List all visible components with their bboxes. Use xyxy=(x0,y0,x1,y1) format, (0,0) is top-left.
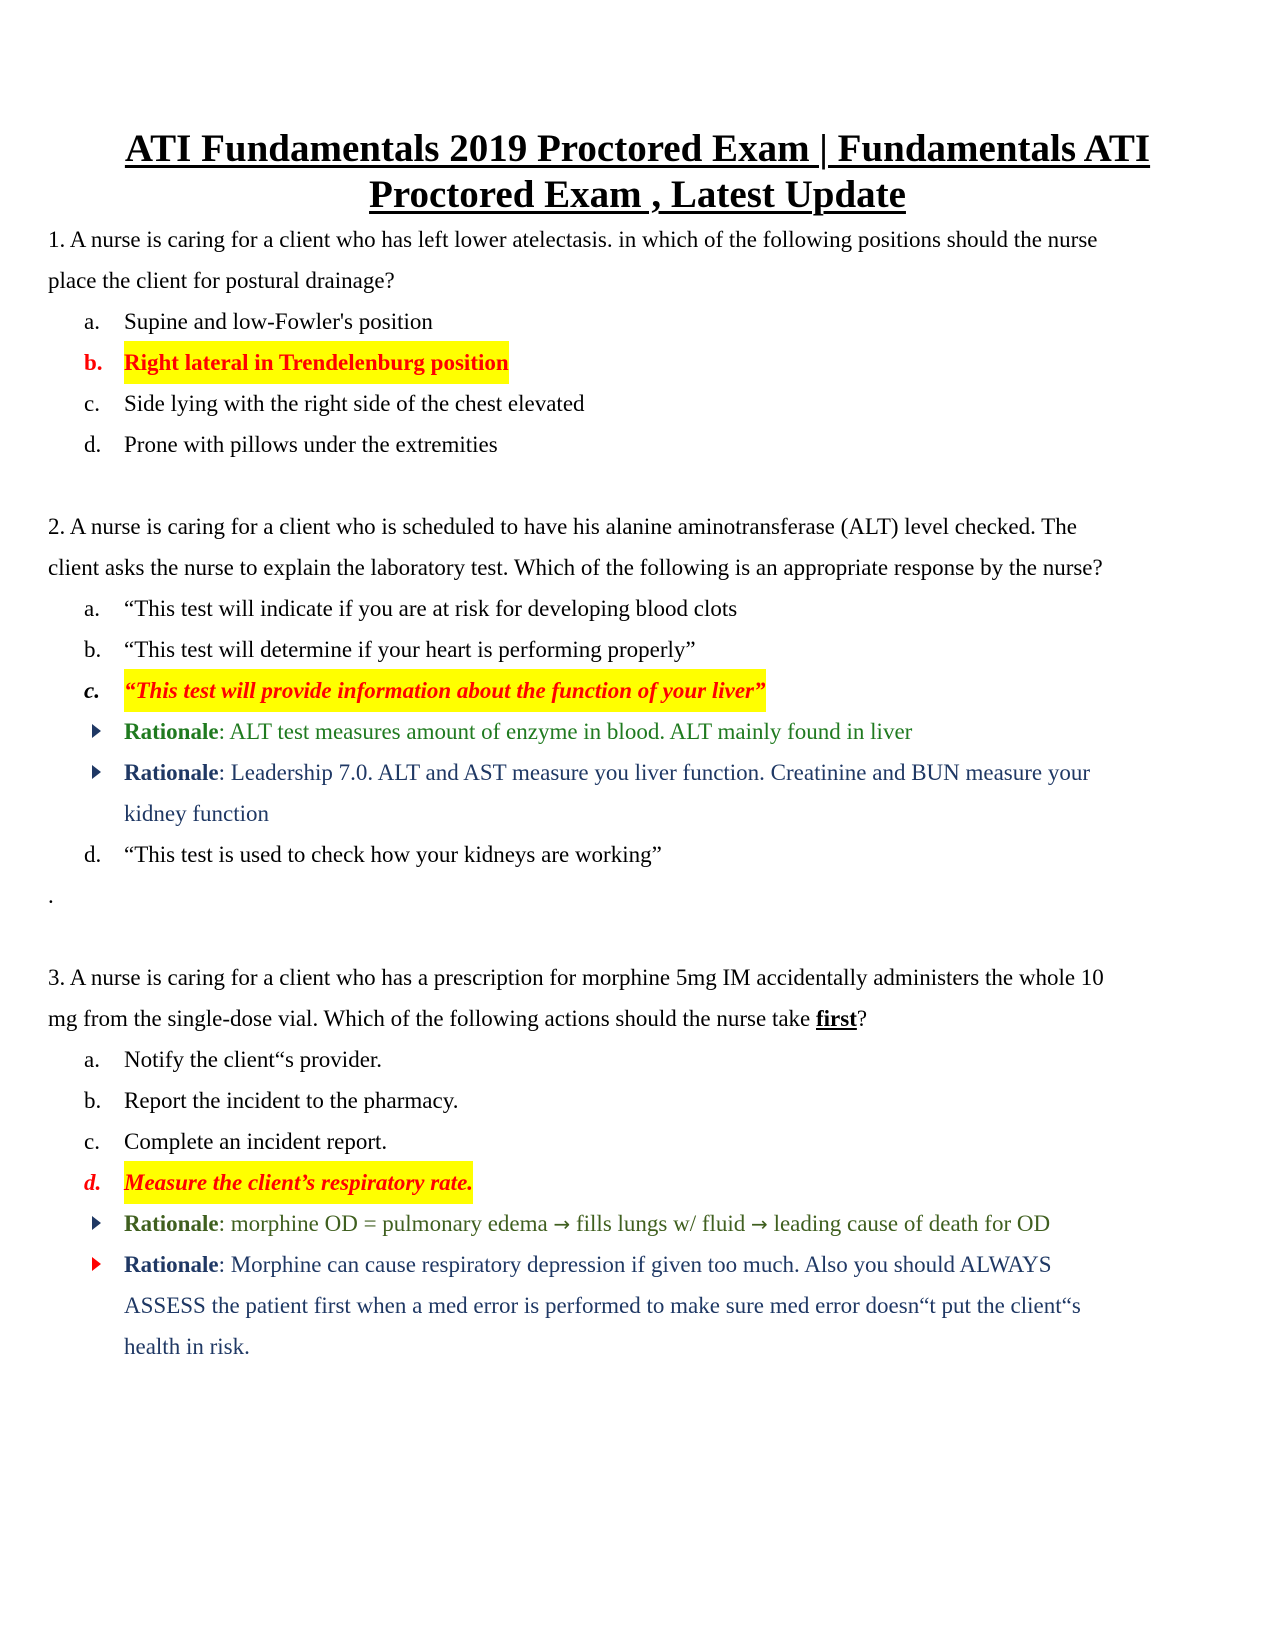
triangle-bullet-icon xyxy=(92,1216,101,1230)
option-text: Supine and low-Fowler's position xyxy=(124,309,433,334)
q1-stem-line2: place the client for postural drainage? xyxy=(48,268,395,293)
option-letter: a. xyxy=(84,596,100,621)
option-letter: d. xyxy=(84,432,102,457)
page-title: ATI Fundamentals 2019 Proctored Exam | Fundamentals ATI Proctored Exam , Latest Update xyxy=(124,127,1151,216)
option-text: Prone with pillows under the extremities xyxy=(124,432,498,457)
correct-answer-text: Right lateral in Trendelenburg position xyxy=(124,341,509,384)
rationale-label: Rationale xyxy=(124,1252,219,1277)
q3-stem-line1: 3. A nurse is caring for a client who has a prescription for morphine 5mg IM accidentally administers the whole 10 xyxy=(48,965,1104,990)
arrow-right-icon: → xyxy=(553,1212,571,1236)
option-text: Side lying with the right side of the chest elevated xyxy=(124,391,585,416)
option-letter: a. xyxy=(84,309,100,334)
stem-text: mg from the single-dose vial. Which of the following actions should the nurse take xyxy=(48,1006,816,1031)
emphasis-first: first xyxy=(816,1006,857,1031)
rationale-text: : Morphine can cause respiratory depression if given too much. Also you should ALWAYS xyxy=(218,1252,1052,1277)
q2-stem-line1: 2. A nurse is caring for a client who is scheduled to have his alanine aminotransferase (ALT) level checked. The xyxy=(48,514,1077,539)
option-letter: b. xyxy=(84,1088,102,1113)
rationale-label: Rationale xyxy=(124,1211,219,1236)
option-letter: c. xyxy=(84,391,100,416)
rationale-text: : ALT test measures amount of enzyme in blood. ALT mainly found in liver xyxy=(218,719,913,744)
triangle-bullet-icon xyxy=(92,765,101,779)
rationale-text: health in risk. xyxy=(124,1334,250,1359)
rationale-label: Rationale xyxy=(124,760,219,785)
q3-stem-line2 xyxy=(48,997,1248,1040)
correct-answer-text: Measure the client’s respiratory rate. xyxy=(124,1161,473,1204)
option-text: “This test will indicate if you are at risk for developing blood clots xyxy=(124,596,738,621)
option-text: “This test will determine if your heart is performing properly” xyxy=(124,637,696,662)
option-text: “This test is used to check how your kidneys are working” xyxy=(124,842,662,867)
arrow-right-icon: → xyxy=(751,1212,768,1236)
option-letter: d. xyxy=(84,1170,102,1195)
q1-stem-line1: 1. A nurse is caring for a client who has left lower atelectasis. in which of the following positions should the nurse xyxy=(48,227,1098,252)
q2-stem-line2: client asks the nurse to explain the laboratory test. Which of the following is an appropriate response by the nurse? xyxy=(48,555,1103,580)
correct-answer-text: “This test will provide information about the function of your liver” xyxy=(124,669,766,712)
option-letter: d. xyxy=(84,842,102,867)
rationale-text: : Leadership 7.0. ALT and AST measure you liver function. Creatinine and BUN measure your xyxy=(218,760,1091,785)
rationale-text: kidney function xyxy=(124,801,269,826)
rationale-text: fills lungs w/ fluid xyxy=(570,1211,752,1236)
option-text: Report the incident to the pharmacy. xyxy=(124,1088,459,1113)
triangle-bullet-icon xyxy=(92,1257,101,1271)
triangle-bullet-icon xyxy=(92,724,101,738)
stem-text-end: ? xyxy=(856,1006,868,1031)
rationale-label: Rationale xyxy=(124,719,219,744)
option-text: Complete an incident report. xyxy=(124,1129,388,1154)
rationale-text: ASSESS the patient first when a med error is performed to make sure med error doesn“t put the client“s xyxy=(124,1293,1081,1318)
option-letter: c. xyxy=(84,678,100,703)
stray-dot: . xyxy=(48,883,54,908)
option-text: Notify the client“s provider. xyxy=(124,1047,383,1072)
rationale-text: leading cause of death for OD xyxy=(767,1211,1051,1236)
option-letter: a. xyxy=(84,1047,100,1072)
option-letter: c. xyxy=(84,1129,100,1154)
option-letter: b. xyxy=(84,350,103,375)
option-letter: b. xyxy=(84,637,102,662)
rationale-text: : morphine OD = pulmonary edema xyxy=(218,1211,554,1236)
